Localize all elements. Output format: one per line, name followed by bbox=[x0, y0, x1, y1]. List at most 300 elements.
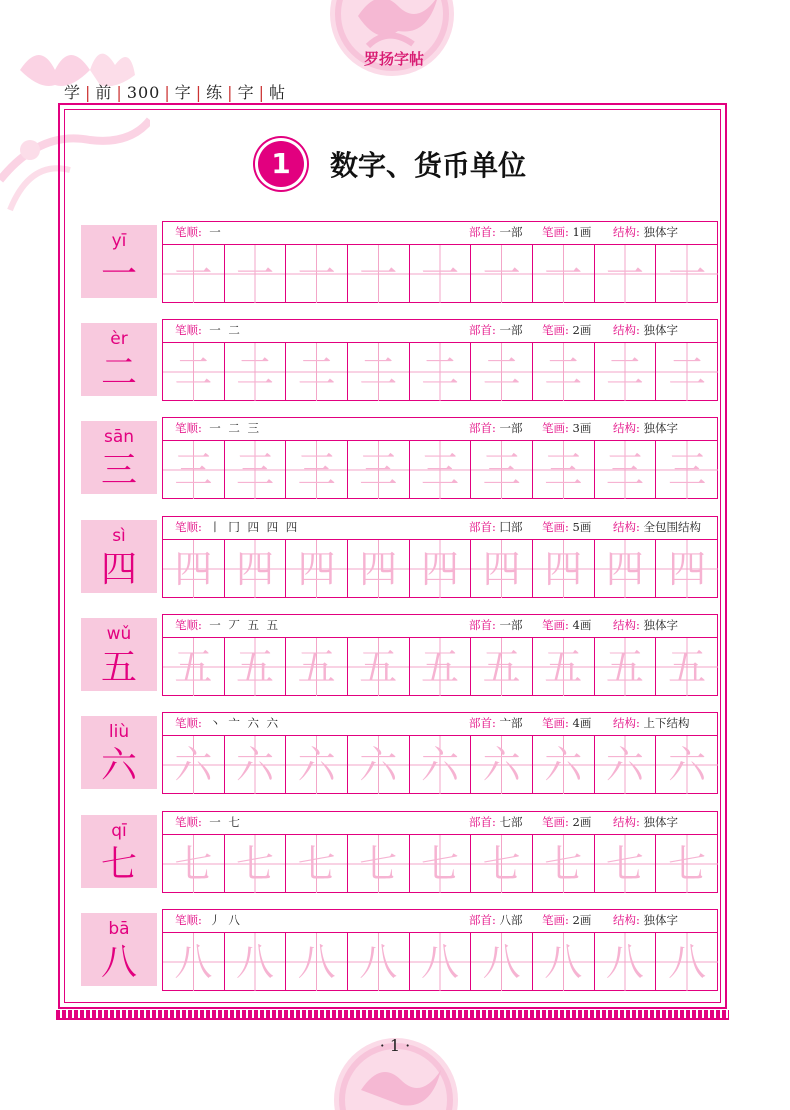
character-card bbox=[73, 417, 163, 499]
character-info-bar bbox=[163, 221, 718, 245]
radical-value: 一部 bbox=[499, 618, 523, 632]
writing-cell[interactable] bbox=[348, 638, 410, 696]
character-card bbox=[73, 516, 163, 598]
stroke-count-label: 笔画: bbox=[542, 716, 569, 730]
writing-cell[interactable] bbox=[286, 835, 348, 893]
stroke-count bbox=[542, 909, 591, 932]
trace-character: 三 bbox=[482, 448, 521, 492]
trace-character: 六 bbox=[297, 743, 336, 787]
stroke-order-value: 丨 冂 四 四 四 bbox=[209, 520, 300, 534]
trace-character: 五 bbox=[482, 645, 521, 689]
stroke-count bbox=[542, 811, 591, 834]
trace-character: 五 bbox=[235, 645, 274, 689]
writing-cell[interactable] bbox=[225, 540, 287, 598]
writing-cell[interactable] bbox=[533, 736, 595, 794]
writing-cell[interactable] bbox=[225, 933, 287, 991]
trace-character: 四 bbox=[544, 547, 583, 591]
character-card bbox=[73, 221, 163, 303]
character-card bbox=[73, 319, 163, 401]
stroke-order-label: 笔顺: bbox=[175, 618, 202, 632]
structure-label: 结构: bbox=[613, 716, 640, 730]
writing-cell[interactable] bbox=[656, 736, 718, 794]
radical-value: 七部 bbox=[499, 815, 523, 829]
stroke-order-value: 一 二 三 bbox=[209, 421, 261, 435]
writing-cell[interactable] bbox=[533, 540, 595, 598]
trace-character: 二 bbox=[420, 350, 459, 394]
trace-character: 三 bbox=[174, 448, 213, 492]
writing-cell[interactable] bbox=[533, 245, 595, 303]
character-card-bg bbox=[81, 323, 157, 396]
practice-row bbox=[73, 811, 718, 893]
writing-cell[interactable] bbox=[471, 343, 533, 401]
trace-character: 六 bbox=[544, 743, 583, 787]
structure-label: 结构: bbox=[613, 225, 640, 239]
trace-character: 一 bbox=[668, 252, 707, 296]
character-card bbox=[73, 811, 163, 893]
structure-label: 结构: bbox=[613, 421, 640, 435]
brand-label: 罗扬字帖 bbox=[363, 50, 424, 68]
trace-character: 六 bbox=[174, 743, 213, 787]
practice-row bbox=[73, 516, 718, 598]
character-card-bg bbox=[81, 716, 157, 789]
trace-character: 二 bbox=[235, 350, 274, 394]
stroke-count-value: 2画 bbox=[572, 815, 592, 829]
radical-label: 部首: bbox=[469, 225, 496, 239]
pinyin: wǔ bbox=[106, 624, 132, 644]
stroke-order-value: 一 七 bbox=[209, 815, 242, 829]
stroke-count-value: 4画 bbox=[572, 716, 592, 730]
radical-label: 部首: bbox=[469, 815, 496, 829]
trace-character: 六 bbox=[420, 743, 459, 787]
pinyin: qī bbox=[111, 821, 127, 841]
writing-grid bbox=[163, 441, 718, 499]
pinyin: sān bbox=[103, 427, 135, 447]
writing-cell[interactable] bbox=[225, 343, 287, 401]
writing-grid bbox=[163, 736, 718, 794]
stroke-count-value: 1画 bbox=[572, 225, 592, 239]
trace-character: 五 bbox=[544, 645, 583, 689]
trace-character: 一 bbox=[605, 252, 644, 296]
stroke-count bbox=[542, 712, 591, 735]
trace-character: 四 bbox=[605, 547, 644, 591]
trace-character: 八 bbox=[359, 940, 398, 984]
lesson-title: 数字、货币单位 bbox=[330, 149, 527, 182]
character-card bbox=[73, 909, 163, 991]
radical bbox=[469, 221, 523, 244]
writing-cell[interactable] bbox=[348, 736, 410, 794]
character-card-bg bbox=[81, 815, 157, 888]
pinyin: bā bbox=[108, 919, 130, 939]
model-character: 四 bbox=[100, 549, 137, 590]
trace-character: 七 bbox=[544, 842, 583, 886]
writing-cell[interactable] bbox=[656, 835, 718, 893]
trace-character: 一 bbox=[482, 252, 521, 296]
structure-value: 独体字 bbox=[643, 225, 679, 239]
character-card-bg bbox=[81, 618, 157, 691]
writing-cell[interactable] bbox=[410, 835, 472, 893]
trace-character: 六 bbox=[668, 743, 707, 787]
pinyin: èr bbox=[110, 329, 128, 349]
stroke-count bbox=[542, 614, 591, 637]
structure-label: 结构: bbox=[613, 323, 640, 337]
practice-row bbox=[73, 221, 718, 303]
structure bbox=[613, 221, 678, 244]
writing-cell[interactable] bbox=[163, 835, 225, 893]
writing-cell[interactable] bbox=[163, 441, 225, 499]
writing-cell[interactable] bbox=[656, 343, 718, 401]
series-part: 300 bbox=[126, 83, 161, 102]
writing-cell[interactable] bbox=[410, 540, 472, 598]
structure-value: 上下结构 bbox=[643, 716, 690, 730]
trace-character: 四 bbox=[235, 547, 274, 591]
radical-label: 部首: bbox=[469, 618, 496, 632]
stroke-count-value: 3画 bbox=[572, 421, 592, 435]
radical bbox=[469, 811, 523, 834]
writing-cell[interactable] bbox=[595, 835, 657, 893]
writing-grid bbox=[163, 835, 718, 893]
writing-cell[interactable] bbox=[163, 540, 225, 598]
writing-cell[interactable] bbox=[533, 933, 595, 991]
stroke-order-label: 笔顺: bbox=[175, 716, 202, 730]
trace-character: 一 bbox=[420, 252, 459, 296]
stroke-count-label: 笔画: bbox=[542, 913, 569, 927]
writing-cell[interactable] bbox=[348, 441, 410, 499]
series-part: 练 bbox=[206, 83, 224, 102]
trace-character: 四 bbox=[359, 547, 398, 591]
writing-cell[interactable] bbox=[595, 441, 657, 499]
trace-character: 八 bbox=[605, 940, 644, 984]
stroke-order-label: 笔顺: bbox=[175, 323, 202, 337]
writing-cell[interactable] bbox=[286, 638, 348, 696]
model-character: 一 bbox=[100, 254, 137, 295]
series-part: 帖 bbox=[268, 83, 286, 102]
radical-value: 一部 bbox=[499, 323, 523, 337]
scroll-border-line bbox=[56, 1018, 729, 1020]
stroke-count-value: 5画 bbox=[572, 520, 592, 534]
trace-character: 三 bbox=[359, 448, 398, 492]
writing-cell[interactable] bbox=[410, 736, 472, 794]
series-part: 字 bbox=[237, 83, 255, 102]
radical-value: 囗部 bbox=[499, 520, 523, 534]
structure-value: 全包围结构 bbox=[643, 520, 702, 534]
stroke-order-label: 笔顺: bbox=[175, 421, 202, 435]
trace-character: 二 bbox=[297, 350, 336, 394]
stroke-order-label: 笔顺: bbox=[175, 520, 202, 534]
structure-label: 结构: bbox=[613, 815, 640, 829]
trace-character: 四 bbox=[420, 547, 459, 591]
writing-cell[interactable] bbox=[595, 638, 657, 696]
writing-cell[interactable] bbox=[163, 245, 225, 303]
stroke-count-label: 笔画: bbox=[542, 618, 569, 632]
stroke-order bbox=[175, 811, 242, 834]
radical bbox=[469, 614, 523, 637]
character-card bbox=[73, 614, 163, 696]
pinyin: sì bbox=[112, 526, 126, 546]
writing-cell[interactable] bbox=[533, 835, 595, 893]
writing-cell[interactable] bbox=[286, 343, 348, 401]
character-card-bg bbox=[81, 913, 157, 986]
structure bbox=[613, 811, 678, 834]
model-character: 七 bbox=[100, 844, 137, 885]
character-card-bg bbox=[81, 520, 157, 593]
trace-character: 八 bbox=[482, 940, 521, 984]
stroke-order-label: 笔顺: bbox=[175, 913, 202, 927]
stroke-count-label: 笔画: bbox=[542, 520, 569, 534]
character-info-bar bbox=[163, 614, 718, 638]
radical bbox=[469, 712, 523, 735]
writing-cell[interactable] bbox=[533, 343, 595, 401]
model-character: 二 bbox=[100, 352, 137, 393]
writing-grid bbox=[163, 638, 718, 696]
stroke-count-value: 4画 bbox=[572, 618, 592, 632]
structure-value: 独体字 bbox=[643, 323, 679, 337]
stroke-order-label: 笔顺: bbox=[175, 225, 202, 239]
trace-character: 四 bbox=[482, 547, 521, 591]
character-info-bar bbox=[163, 417, 718, 441]
trace-character: 七 bbox=[605, 842, 644, 886]
writing-cell[interactable] bbox=[410, 343, 472, 401]
structure-value: 独体字 bbox=[643, 618, 679, 632]
structure bbox=[613, 319, 678, 342]
trace-character: 七 bbox=[668, 842, 707, 886]
stroke-order bbox=[175, 417, 261, 440]
writing-cell[interactable] bbox=[225, 835, 287, 893]
stroke-order-value: 一 丆 五 五 bbox=[209, 618, 281, 632]
character-info-bar bbox=[163, 909, 718, 933]
writing-cell[interactable] bbox=[471, 638, 533, 696]
writing-cell[interactable] bbox=[595, 736, 657, 794]
stroke-count-label: 笔画: bbox=[542, 421, 569, 435]
trace-character: 六 bbox=[359, 743, 398, 787]
radical-value: 八部 bbox=[499, 913, 523, 927]
model-character: 六 bbox=[100, 745, 137, 786]
practice-row bbox=[73, 417, 718, 499]
scroll-border bbox=[56, 1010, 729, 1018]
trace-character: 四 bbox=[297, 547, 336, 591]
stroke-order-label: 笔顺: bbox=[175, 815, 202, 829]
writing-cell[interactable] bbox=[225, 245, 287, 303]
structure bbox=[613, 712, 690, 735]
stroke-order bbox=[175, 909, 242, 932]
writing-cell[interactable] bbox=[471, 245, 533, 303]
character-info-bar bbox=[163, 712, 718, 736]
trace-character: 七 bbox=[235, 842, 274, 886]
writing-cell[interactable] bbox=[348, 245, 410, 303]
practice-row bbox=[73, 614, 718, 696]
writing-cell[interactable] bbox=[656, 933, 718, 991]
stroke-count bbox=[542, 516, 591, 539]
trace-character: 一 bbox=[359, 252, 398, 296]
writing-cell[interactable] bbox=[656, 245, 718, 303]
radical bbox=[469, 319, 523, 342]
writing-grid bbox=[163, 933, 718, 991]
trace-character: 二 bbox=[482, 350, 521, 394]
writing-grid bbox=[163, 245, 718, 303]
pinyin: liù bbox=[108, 722, 130, 742]
series-part: 字 bbox=[174, 83, 192, 102]
radical-value: 一部 bbox=[499, 421, 523, 435]
trace-character: 三 bbox=[420, 448, 459, 492]
trace-character: 五 bbox=[605, 645, 644, 689]
trace-character: 三 bbox=[235, 448, 274, 492]
writing-cell[interactable] bbox=[410, 245, 472, 303]
trace-character: 一 bbox=[174, 252, 213, 296]
series-part: 前 bbox=[95, 83, 113, 102]
stroke-count-label: 笔画: bbox=[542, 323, 569, 337]
structure bbox=[613, 614, 678, 637]
writing-cell[interactable] bbox=[348, 343, 410, 401]
writing-cell[interactable] bbox=[595, 343, 657, 401]
stroke-count bbox=[542, 221, 591, 244]
trace-character: 五 bbox=[174, 645, 213, 689]
writing-cell[interactable] bbox=[163, 638, 225, 696]
structure-label: 结构: bbox=[613, 913, 640, 927]
trace-character: 二 bbox=[668, 350, 707, 394]
stroke-order bbox=[175, 516, 299, 539]
pinyin: yī bbox=[111, 231, 127, 251]
writing-cell[interactable] bbox=[163, 933, 225, 991]
stroke-order-value: 丶 亠 六 六 bbox=[209, 716, 281, 730]
structure-value: 独体字 bbox=[643, 421, 679, 435]
lesson-number-badge: 1 bbox=[258, 141, 304, 187]
practice-row bbox=[73, 909, 718, 991]
stroke-order bbox=[175, 221, 223, 244]
trace-character: 七 bbox=[174, 842, 213, 886]
page-number: · 1 · bbox=[379, 1036, 411, 1055]
writing-cell[interactable] bbox=[471, 835, 533, 893]
trace-character: 六 bbox=[482, 743, 521, 787]
trace-character: 三 bbox=[668, 448, 707, 492]
writing-cell[interactable] bbox=[410, 933, 472, 991]
practice-row bbox=[73, 319, 718, 401]
trace-character: 五 bbox=[420, 645, 459, 689]
radical-label: 部首: bbox=[469, 323, 496, 337]
structure-value: 独体字 bbox=[643, 815, 679, 829]
trace-character: 三 bbox=[544, 448, 583, 492]
character-info-bar bbox=[163, 319, 718, 343]
stroke-count-value: 2画 bbox=[572, 913, 592, 927]
writing-cell[interactable] bbox=[595, 933, 657, 991]
radical-label: 部首: bbox=[469, 520, 496, 534]
trace-character: 四 bbox=[668, 547, 707, 591]
trace-character: 八 bbox=[297, 940, 336, 984]
trace-character: 三 bbox=[297, 448, 336, 492]
stroke-count-value: 2画 bbox=[572, 323, 592, 337]
writing-cell[interactable] bbox=[410, 441, 472, 499]
structure bbox=[613, 417, 678, 440]
writing-cell[interactable] bbox=[286, 540, 348, 598]
stroke-count-label: 笔画: bbox=[542, 815, 569, 829]
trace-character: 一 bbox=[544, 252, 583, 296]
stroke-order-value: 一 二 bbox=[209, 323, 242, 337]
trace-character: 二 bbox=[359, 350, 398, 394]
writing-cell[interactable] bbox=[595, 245, 657, 303]
writing-cell[interactable] bbox=[163, 343, 225, 401]
trace-character: 八 bbox=[235, 940, 274, 984]
series-part: 学 bbox=[64, 83, 82, 102]
writing-cell[interactable] bbox=[656, 638, 718, 696]
stroke-order-value: 一 bbox=[209, 225, 223, 239]
model-character: 五 bbox=[100, 647, 137, 688]
trace-character: 八 bbox=[544, 940, 583, 984]
radical bbox=[469, 417, 523, 440]
writing-cell[interactable] bbox=[656, 441, 718, 499]
character-info-bar bbox=[163, 811, 718, 835]
trace-character: 六 bbox=[235, 743, 274, 787]
writing-cell[interactable] bbox=[595, 540, 657, 598]
stroke-order-value: 丿 八 bbox=[209, 913, 242, 927]
writing-cell[interactable] bbox=[225, 638, 287, 696]
writing-cell[interactable] bbox=[471, 540, 533, 598]
trace-character: 二 bbox=[174, 350, 213, 394]
radical-label: 部首: bbox=[469, 421, 496, 435]
radical-value: 亠部 bbox=[499, 716, 523, 730]
trace-character: 五 bbox=[359, 645, 398, 689]
writing-cell[interactable] bbox=[533, 441, 595, 499]
writing-cell[interactable] bbox=[286, 245, 348, 303]
trace-character: 六 bbox=[605, 743, 644, 787]
trace-character: 二 bbox=[605, 350, 644, 394]
writing-cell[interactable] bbox=[286, 441, 348, 499]
stroke-count bbox=[542, 319, 591, 342]
writing-grid bbox=[163, 343, 718, 401]
writing-cell[interactable] bbox=[410, 638, 472, 696]
series-title: 学 | 前 | 300 | 字 | 练 | 字 | 帖 bbox=[64, 83, 286, 102]
trace-character: 七 bbox=[297, 842, 336, 886]
writing-cell[interactable] bbox=[163, 736, 225, 794]
trace-character: 七 bbox=[359, 842, 398, 886]
character-card-bg bbox=[81, 421, 157, 494]
radical-value: 一部 bbox=[499, 225, 523, 239]
trace-character: 七 bbox=[482, 842, 521, 886]
writing-cell[interactable] bbox=[225, 441, 287, 499]
trace-character: 一 bbox=[235, 252, 274, 296]
writing-cell[interactable] bbox=[348, 540, 410, 598]
radical-label: 部首: bbox=[469, 913, 496, 927]
structure-label: 结构: bbox=[613, 520, 640, 534]
trace-character: 五 bbox=[668, 645, 707, 689]
stroke-count bbox=[542, 417, 591, 440]
writing-cell[interactable] bbox=[225, 736, 287, 794]
writing-cell[interactable] bbox=[533, 638, 595, 696]
structure-label: 结构: bbox=[613, 618, 640, 632]
practice-row bbox=[73, 712, 718, 794]
radical bbox=[469, 909, 523, 932]
writing-cell[interactable] bbox=[471, 736, 533, 794]
character-info-bar bbox=[163, 516, 718, 540]
stroke-order bbox=[175, 319, 242, 342]
trace-character: 一 bbox=[297, 252, 336, 296]
writing-grid bbox=[163, 540, 718, 598]
trace-character: 三 bbox=[605, 448, 644, 492]
writing-cell[interactable] bbox=[348, 835, 410, 893]
model-character: 八 bbox=[100, 942, 137, 983]
trace-character: 二 bbox=[544, 350, 583, 394]
writing-cell[interactable] bbox=[286, 933, 348, 991]
trace-character: 八 bbox=[174, 940, 213, 984]
writing-cell[interactable] bbox=[471, 933, 533, 991]
trace-character: 四 bbox=[174, 547, 213, 591]
stroke-order bbox=[175, 712, 280, 735]
radical-label: 部首: bbox=[469, 716, 496, 730]
writing-cell[interactable] bbox=[286, 736, 348, 794]
character-card bbox=[73, 712, 163, 794]
writing-cell[interactable] bbox=[348, 933, 410, 991]
trace-character: 八 bbox=[420, 940, 459, 984]
writing-cell[interactable] bbox=[471, 441, 533, 499]
structure-value: 独体字 bbox=[643, 913, 679, 927]
writing-cell[interactable] bbox=[656, 540, 718, 598]
